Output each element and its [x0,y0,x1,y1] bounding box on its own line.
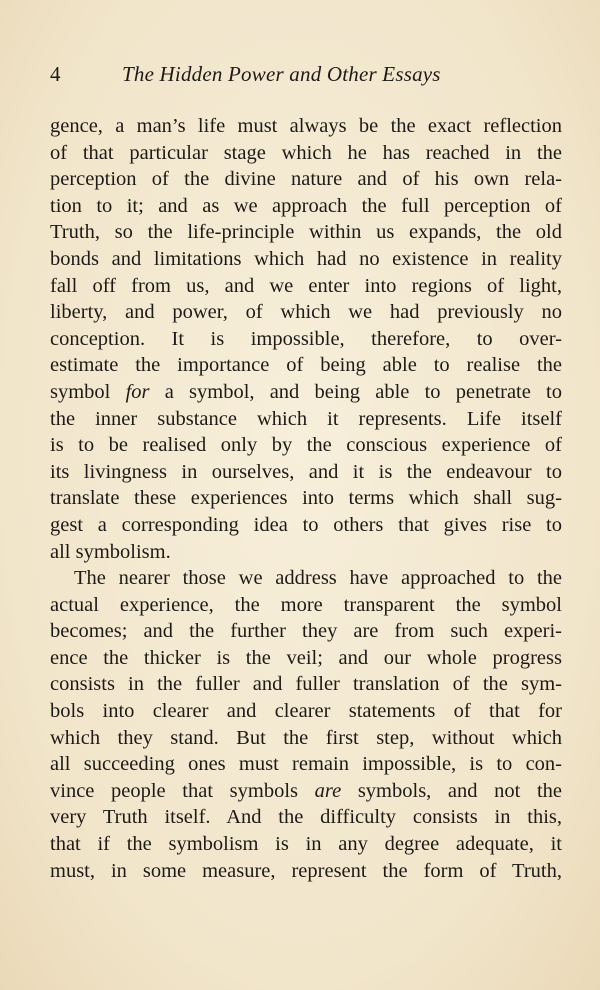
text-line: bols into clearer and clearer statements of that for [50,700,562,723]
text-line: perception of the divine nature and of his own rela- [50,168,562,191]
emphasis-text: are [314,779,342,802]
text-line: tion to it; and as we approach the full perception of [50,194,562,217]
text-line: that if the symbolism is in any degree adequate, it [50,833,562,856]
text-line: bonds and limitations which had no existence in reality [50,247,562,270]
text-line [50,379,562,406]
text-segment: symbol [50,380,111,403]
text-line: of that particular stage which he has reached in the [50,141,562,164]
text-segment: a symbol, and being able to penetrate to [164,380,563,403]
body-text [50,113,562,884]
text-line: which they stand. But the first step, without which [50,726,562,749]
text-line: The nearer those we address have approached to the [74,567,562,590]
text-line: consists in the fuller and fuller translation of the sym- [50,673,562,696]
text-line: the inner substance which it represents. Life itself [50,407,562,430]
text-line: gest a corresponding idea to others that gives rise to [50,513,562,536]
text-segment: symbols, and not the [357,779,563,802]
running-head [50,62,562,92]
text-line: estimate the importance of being able to realise the [50,354,562,377]
text-line: actual experience, the more transparent the symbol [50,593,562,616]
text-line: ence the thicker is the veil; and our whole progress [50,646,562,669]
text-line: conception. It is impossible, therefore, to over- [50,327,562,350]
running-title: The Hidden Power and Other Essays [122,62,441,86]
emphasis-text: for [125,380,150,403]
text-line: must, in some measure, represent the form of Truth, [50,859,562,882]
text-line [50,778,562,805]
text-line: fall off from us, and we enter into regions of light, [50,274,562,297]
text-line: liberty, and power, of which we had previously no [50,301,562,324]
text-line: becomes; and the further they are from such experi- [50,620,562,643]
text-line: Truth, so the life-principle within us expands, the old [50,221,562,244]
text-line: all succeeding ones must remain impossible, is to con- [50,753,562,776]
text-line: is to be realised only by the conscious experience of [50,434,562,457]
text-segment: vince people that symbols [50,779,298,802]
text-line: gence, a man’s life must always be the exact reflection [50,115,562,137]
text-line: translate these experiences into terms which shall sug- [50,487,562,510]
text-line: all symbolism. [50,540,171,563]
text-line: very Truth itself. And the difficulty consists in this, [50,806,562,829]
text-line: its livingness in ourselves, and it is the endeavour to [50,460,562,483]
page-number: 4 [50,62,61,86]
